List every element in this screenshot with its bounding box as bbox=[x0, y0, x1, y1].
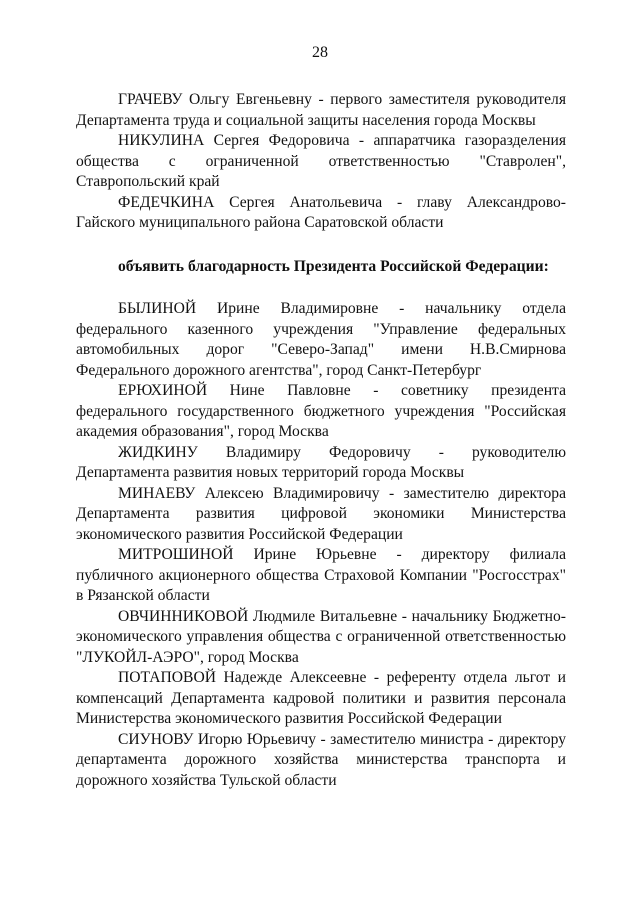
section-heading: объявить благодарность Президента Российской Федерации: bbox=[118, 257, 549, 275]
gratitude-entry: ОВЧИННИКОВОЙ Людмиле Витальевне - начальнику Бюджетно-экономического управления общества с ограниченной ответственностью "ЛУКОЙЛ-АЭРО", город Москва bbox=[76, 607, 566, 666]
gratitude-entry: МИНАЕВУ Алексею Владимировичу - заместителю директора Департамента развития цифровой экономики Министерства экономического развития Российской Федерации bbox=[76, 484, 566, 543]
document-body bbox=[76, 90, 566, 791]
award-entry: ГРАЧЕВУ Ольгу Евгеньевну - первого заместителя руководителя Департамента труда и социальной защиты населения города Москвы bbox=[76, 91, 566, 129]
gratitude-entry: МИТРОШИНОЙ Ирине Юрьевне - директору филиала публичного акционерного общества Страховой Компании "Росгосстрах" в Рязанской области bbox=[76, 546, 566, 604]
award-entry: НИКУЛИНА Сергея Федоровича - аппаратчика газоразделения общества с ограниченной ответственностью "Ставролен", Ставропольский край bbox=[76, 132, 566, 190]
gratitude-entry: БЫЛИНОЙ Ирине Владимировне - начальнику отдела федерального казенного учреждения "Управление федеральных автомобильных дорог "Северо-Запад" имени Н.В.Смирнова Федерального дорожного агентства", город Санкт-Петербург bbox=[76, 300, 566, 379]
gratitude-entry: ЕРЮХИНОЙ Нине Павловне - советнику президента федерального государственного бюджетного учреждения "Российская академия образования", город Москва bbox=[76, 382, 566, 440]
gratitude-entry: ПОТАПОВОЙ Надежде Алексеевне - референту отдела льгот и компенсаций Департамента кадровой политики и развития персонала Министерства экономического развития Российской Федерации bbox=[76, 669, 566, 727]
award-entry: ФЕДЕЧКИНА Сергея Анатольевича - главу Александрово-Гайского муниципального района Саратовской области bbox=[76, 193, 566, 231]
gratitude-entry: ЖИДКИНУ Владимиру Федоровичу - руководителю Департамента развития новых территорий города Москвы bbox=[76, 443, 566, 481]
page-number: 28 bbox=[312, 44, 328, 61]
gratitude-entry: СИУНОВУ Игорю Юрьевичу - заместителю министра - директору департамента дорожного хозяйства министерства транспорта и дорожного хозяйства Тульской области bbox=[76, 730, 566, 789]
